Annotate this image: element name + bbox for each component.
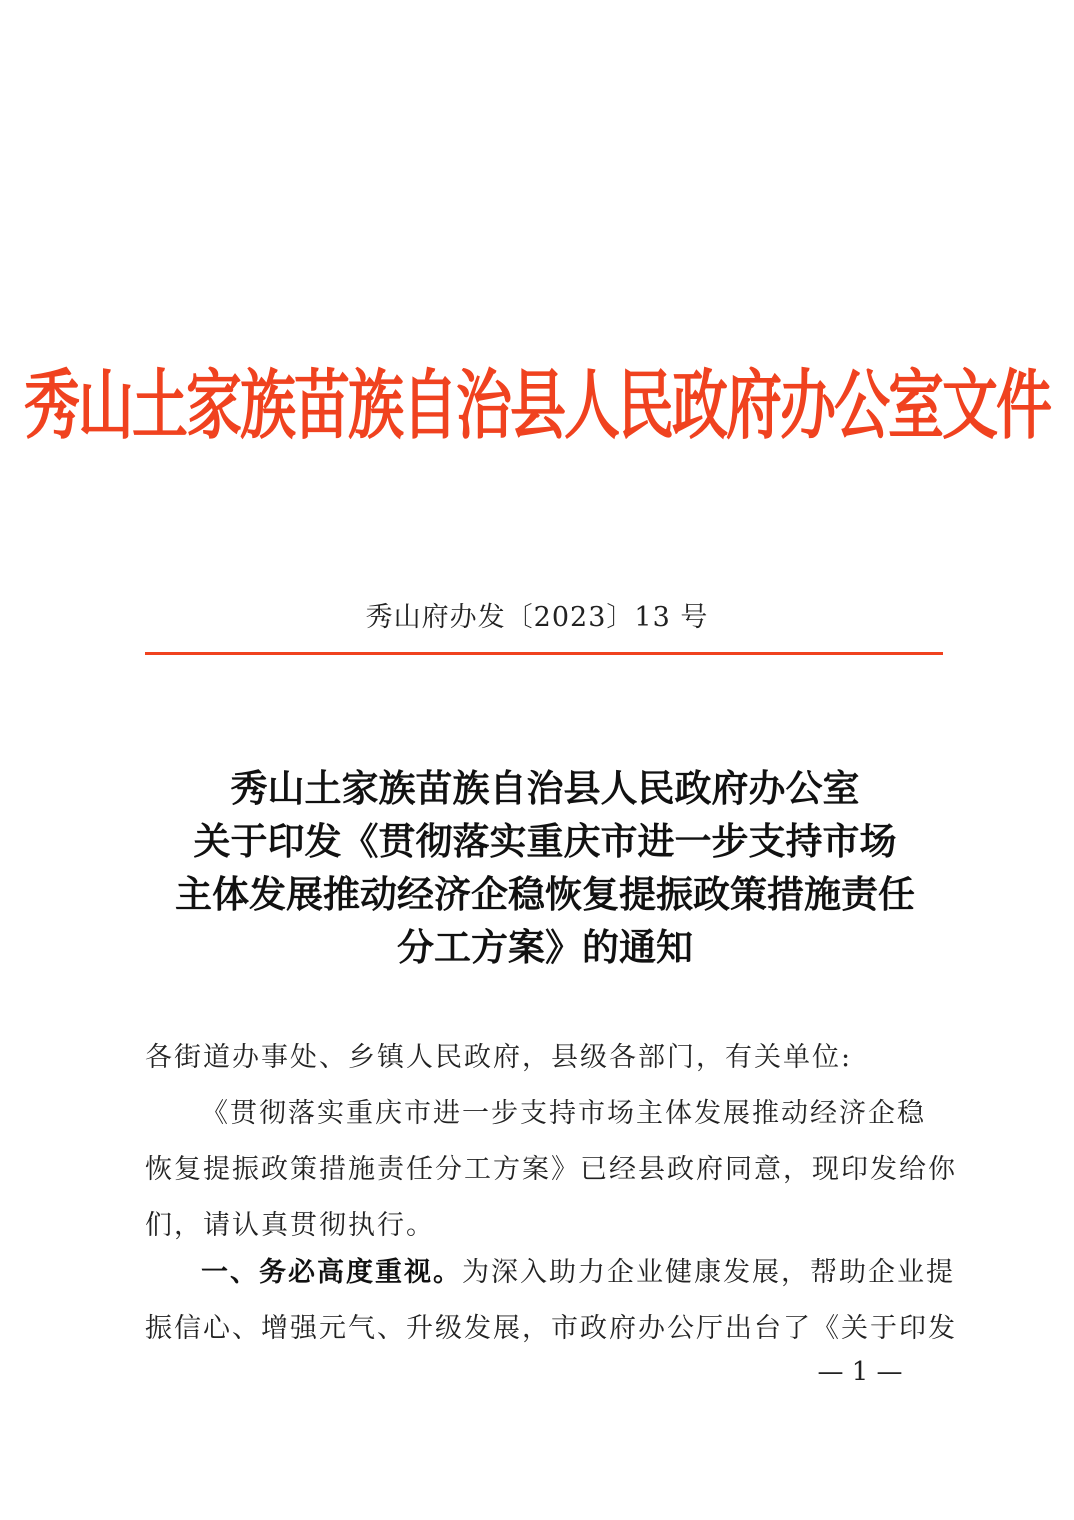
paragraph-line: 恢复提振政策措施责任分工方案》已经县政府同意，现印发给你 [145, 1154, 957, 1185]
section-heading: 一、务必高度重视。 [201, 1257, 462, 1288]
document-title [120, 762, 970, 974]
red-divider-line [145, 652, 943, 655]
paragraph-1 [145, 1086, 957, 1254]
title-line: 主体发展推动经济企稳恢复提振政策措施责任 [175, 872, 915, 916]
paragraph-text: 为深入助力企业健康发展，帮助企业提 [462, 1257, 955, 1288]
paragraph-line: 们，请认真贯彻执行。 [145, 1210, 435, 1241]
page-number: — 1 — [817, 1357, 903, 1387]
paragraph-2 [145, 1245, 957, 1357]
document-header-title: 秀山土家族苗族自治县人民政府办公室文件 [24, 362, 1050, 451]
paragraph-line: 《贯彻落实重庆市进一步支持市场主体发展推动经济企稳 [201, 1098, 926, 1129]
paragraph-line: 振信心、增强元气、升级发展，市政府办公厅出台了《关于印发 [145, 1313, 957, 1344]
title-line: 关于印发《贯彻落实重庆市进一步支持市场 [193, 819, 897, 863]
title-line: 秀山土家族苗族自治县人民政府办公室 [230, 766, 860, 810]
addressee-line: 各街道办事处、乡镇人民政府，县级各部门，有关单位: [145, 1042, 853, 1073]
document-number: 秀山府办发〔2023〕13 号 [365, 602, 709, 633]
title-line: 分工方案》的通知 [397, 925, 693, 969]
paragraph-line [145, 1245, 955, 1301]
